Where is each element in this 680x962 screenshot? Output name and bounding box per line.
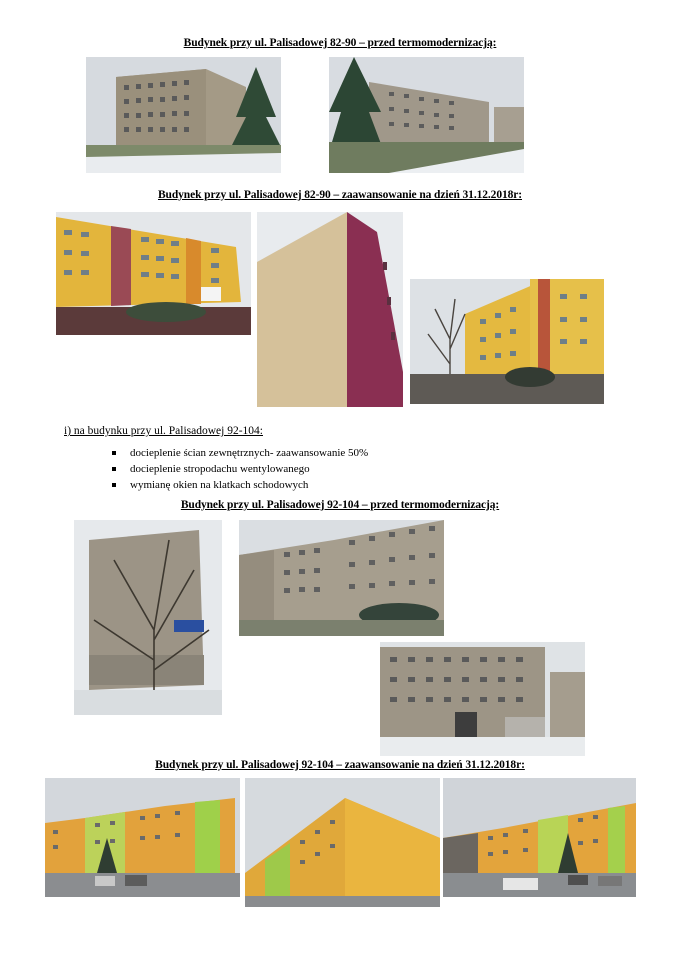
photo-92-104-progress-2 <box>245 778 440 907</box>
work-list <box>112 446 368 494</box>
list-item: docieplenie stropodachu wentylowanego <box>112 462 368 478</box>
photo-82-90-progress-3 <box>410 279 604 404</box>
photo-92-104-before-2 <box>239 520 444 636</box>
list-item: wymianę okien na klatkach schodowych <box>112 478 368 494</box>
photo-82-90-progress-1 <box>56 212 251 335</box>
photo-82-90-progress-2 <box>257 212 403 407</box>
list-item: docieplenie ścian zewnętrznych- zaawansowanie 50% <box>112 446 368 462</box>
section-i-heading: i) na budynku przy ul. Palisadowej 92-104: <box>64 425 263 437</box>
photo-92-104-progress-3 <box>443 778 636 897</box>
photo-92-104-before-3 <box>380 642 585 756</box>
photo-92-104-before-1 <box>74 520 222 715</box>
caption-82-90-before: Budynek przy ul. Palisadowej 82-90 – przed termomodernizacją: <box>183 37 497 49</box>
photo-92-104-progress-1 <box>45 778 240 897</box>
caption-92-104-progress: Budynek przy ul. Palisadowej 92-104 – zaawansowanie na dzień 31.12.2018r: <box>155 759 525 771</box>
photo-82-90-before-1 <box>86 57 281 173</box>
caption-92-104-before: Budynek przy ul. Palisadowej 92-104 – przed termomodernizacją: <box>180 499 500 511</box>
photo-82-90-before-2 <box>329 57 524 173</box>
caption-82-90-progress: Budynek przy ul. Palisadowej 82-90 – zaawansowanie na dzień 31.12.2018r: <box>157 189 522 201</box>
